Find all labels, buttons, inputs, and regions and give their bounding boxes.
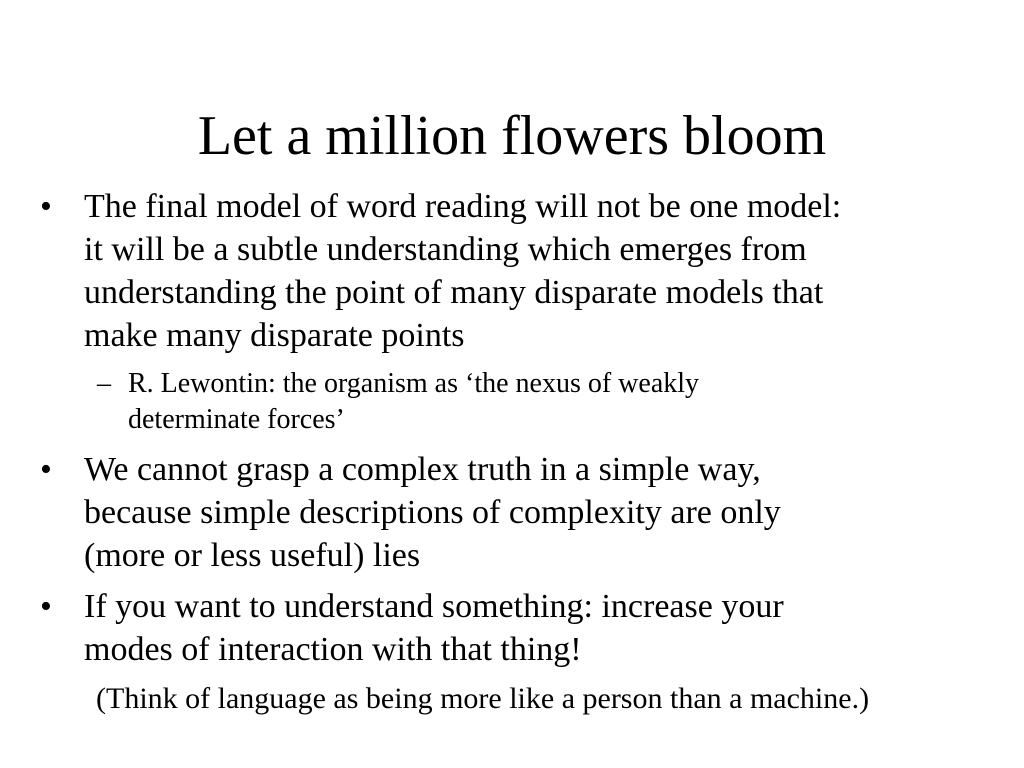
bullet-text [84,448,984,577]
bullet-line: because simple descriptions of complexity are only [84,494,781,531]
bullet-line: If you want to understand something: increase your [84,588,784,625]
closing-note: (Think of language as being more like a person than a machine.) [96,682,870,715]
bullet-line: understanding the point of many disparate models that [84,274,824,311]
sub-bullet-line: R. Lewontin: the organism as ‘the nexus of weakly [128,368,700,399]
sub-bullet-text [128,366,988,438]
bullet-marker: • [40,451,52,488]
bullet-line: make many disparate points [84,317,465,354]
bullet-marker: • [40,588,52,625]
slide-title: Let a million flowers bloom [197,105,827,167]
bullet-line: We cannot grasp a complex truth in a simple way, [84,451,761,488]
bullet-marker: • [40,188,52,225]
sub-bullet-marker: – [97,368,111,399]
bullet-text [84,585,984,671]
bullet-line: The final model of word reading will not be one model: [84,188,842,225]
bullet-text [84,185,984,357]
sub-bullet-line: determinate forces’ [128,404,345,435]
bullet-line: modes of interaction with that thing! [84,631,582,668]
bullet-line: it will be a subtle understanding which emerges from [84,231,807,268]
bullet-line: (more or less useful) lies [84,537,421,574]
